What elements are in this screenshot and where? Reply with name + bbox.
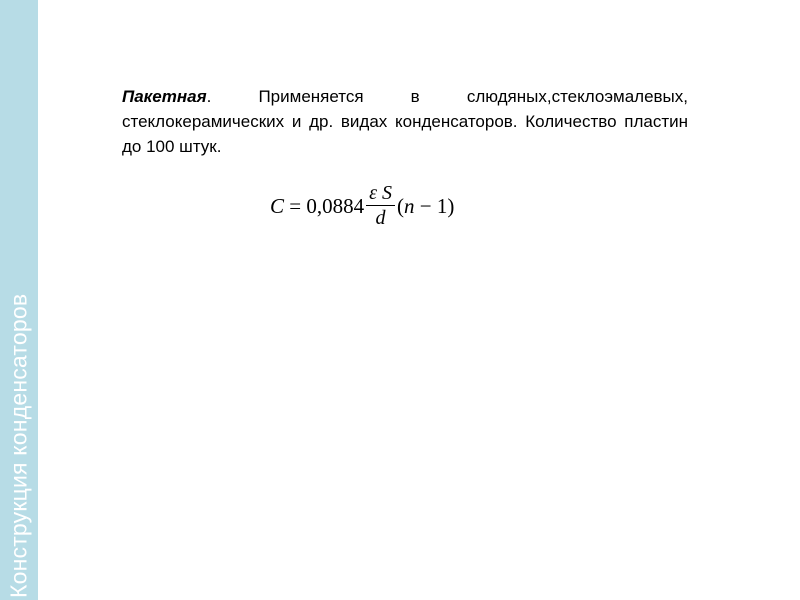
formula-coefficient: 0,0884 — [306, 193, 365, 218]
formula-equals: = — [284, 193, 307, 218]
body-text: . Применяется в слюдяных,стеклоэмалевых, стеклокерамических и др. видах конденсаторов. Количество пластин до 100 штук. — [122, 87, 688, 156]
formula-numerator: ε S — [366, 182, 395, 206]
formula-fraction — [366, 182, 395, 230]
slide-body-text — [122, 84, 688, 159]
formula-lhs: C — [270, 193, 285, 218]
formula-factor-open: ( — [397, 193, 404, 218]
slide-section-title: Конструкция конденсаторов — [5, 293, 32, 598]
formula-denominator: d — [375, 207, 386, 229]
formula-factor-rest: − 1) — [414, 193, 455, 218]
formula-factor-var: n — [404, 193, 415, 218]
capacitance-formula — [270, 178, 500, 234]
lead-term: Пакетная — [122, 87, 207, 106]
